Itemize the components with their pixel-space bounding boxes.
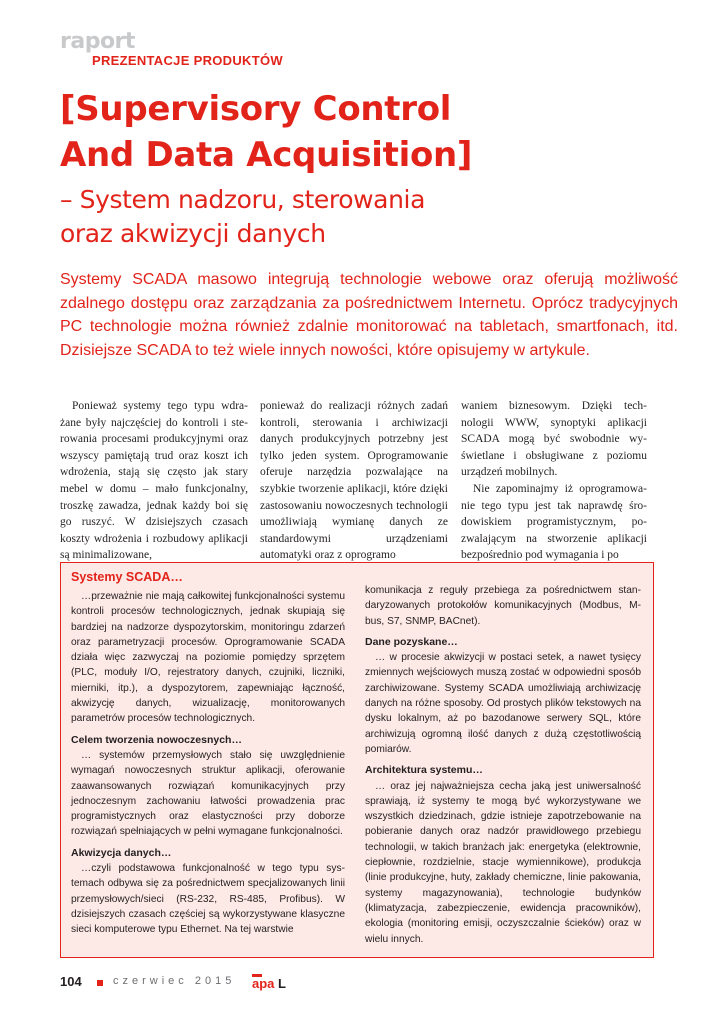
body-column-1 [60,398,248,564]
sidebar-subheading: Akwizycja danych… [71,846,172,859]
body-paragraph: ponieważ do realizacji różnych zadań kontroli, sterowania i archiwizacji danych produkcyjnych potrzebny jest tylko jeden system. Oprogramowanie oferuje narzędzia pozwalające na szybkie tworzenie aplikacji, które dzięki zastosowaniu nowoczesnych technologii umożliwiają wymianę danych ze standardowymi urządzeniami automatyki oraz z oprogramo [260,400,448,562]
sidebar-paragraph: … w procesie akwizycji w postaci setek, a nawet tysięcy zmiennych wejściowych muszą zostać w odpowiedni sposób zarchiwizowane. Systemy SCADA umożliwiają archiwizację danych na różne sposoby. Od prostych plików tekstowych na dysku lokalnym, aż po bazodanowe serwery SQL, które archiwizują ogromną ilość danych z dużą częstotliwością pomiarów. [365,652,641,755]
article-subtitle-line-1: – System nadzoru, sterowania [60,185,425,214]
article-title [60,86,680,178]
sidebar-paragraph: …przeważnie nie mają całkowitej funkcjonalności systemu kontroli procesów technologicznych, jednak skupiają się bardziej na nadzorze dyspozytorskim, monitoringu zdarzeń oraz parametryzacji procesów. Oprogramowanie SCADA działa więc zazwyczaj na poziomie pomiędzy sprzętem (PLC, moduły I/O, rejestratory danych, czujniki, liczniki, mierniki, itp.), a dyspozytorem, zapewniając łączność, akwizycję danych, wizualizację, monitorowanych parametrów procesów technologicznych. [71,591,345,725]
sidebar-box-column-1 [71,569,345,938]
pal-logo [252,971,292,993]
sidebar-box [60,562,654,958]
section-title: PREZENTACJE PRODUKTÓW [92,53,283,68]
sidebar-paragraph: … oraz jej najważniejsza cecha jaką jest uniwersalność sprawiają, iż systemy te mogą być wykorzystywane we wszystkich dziedzinach, gdzie istnieje zapotrzebowanie na pobieranie danych oraz nadzór prawidłowego przebiegu technologii, w takich branżach jak: energetyka (elektrownie, ciepłownie, rozdzielnie, stacje wymiennikowe), produkcja (linie produkcyjne, huty, zakłady chemiczne, linie pakowania, systemy magazynowania), technologie budynków (klimatyzacja, zabezpieczenie, ewidencja pracowników), ekologia (monitoring emisji, oczyszczalnie ścieków) oraz w wielu innych. [365,780,641,945]
magazine-section-label: raport [60,29,135,54]
article-title-line-2: And Data Acquisition] [60,135,473,175]
pal-logo-text: apa [252,976,275,991]
sidebar-paragraph: …czyli podstawowa funkcjonalność w tego typu systemach odbywa się za pośrednictwem specjalizowanych linii przemysłowych/sieci (RS-232, RS-485, Profibus). W dzisiejszych czasach częściej są wykorzystywane klasyczne sieci komputerowe typu Ethernet. Na tej warstwie [71,863,345,936]
article-lead: Systemy SCADA masowo integrują technologie webowe oraz oferują możliwość zdalnego dostępu oraz zarządzania za pośrednictwem Internetu. Oprócz tradycyjnych PC technologie można również zdalnie monitorować na tabletach, smartfonach, itd. Dzisiejsze SCADA to też wiele innych nowości, które opisujemy w artykule. [60,271,678,359]
sidebar-box-title: Systemy SCADA… [71,570,183,584]
pal-logo-icon [252,971,292,993]
sidebar-subheading: Celem tworzenia nowoczesnych… [71,733,242,746]
body-column-3 [461,398,647,564]
sidebar-paragraph: komunikacja z reguły przebiega za pośrednictwem standaryzowanych protokołów komunikacyjnych (Modbus, M-bus, S7, SNMP, BACnet). [365,585,641,627]
sidebar-subheading: Architektura systemu… [365,764,483,777]
sidebar-subheading: Dane pozyskane… [365,635,458,648]
body-column-2 [260,398,448,564]
article-subtitle-line-2: oraz akwizycji danych [60,219,326,248]
body-paragraph: Ponieważ systemy tego typu wdrażane były najczęściej do kontroli i sterowania procesami produkcyjnymi oraz wszyscy pamiętają trud oraz koszt ich wdrożenia, stają się często jak stary mebel w domu – mało funkcjonalny, troszkę zawadza, jednak każdy boi się go ruszyć. W dzisiejszych czasach koszty wdrożenia i rozbudowy aplikacji są minimalizowane, [60,400,248,562]
footer-square-icon [97,980,103,986]
page-number: 104 [60,974,82,989]
article-subtitle [60,183,680,251]
sidebar-paragraph: … systemów przemysłowych stało się uwzględnienie wymagań nowoczesnych struktur aplikacji, oferowanie zaawansowanych rozwiązań komunikacyjnych przy jednoczesnym zachowaniu łatwości prowadzenia prac programistycznych oraz elastyczności przy doborze rozwiązań spełniających w pełni wymagane funkcjonalności. [71,749,345,838]
sidebar-box-column-2 [365,583,641,947]
body-paragraph: Nie zapominajmy iż oprogramowanie tego typu jest tak naprawdę środowiskiem programistycznym, pozwalającym na stworzenie aplikacji bezpośrednio pod wymagania i po [461,482,647,562]
pal-logo-mark: L [278,976,286,991]
article-title-line-1: [Supervisory Control [60,89,452,129]
issue-date: czerwiec 2015 [113,975,236,987]
body-paragraph: waniem biznesowym. Dzięki technologii WWW, synoptyki aplikacji SCADA mogą być swobodnie wyświetlane i obsługiwane z poziomu urządzeń mobilnych. [461,400,647,479]
